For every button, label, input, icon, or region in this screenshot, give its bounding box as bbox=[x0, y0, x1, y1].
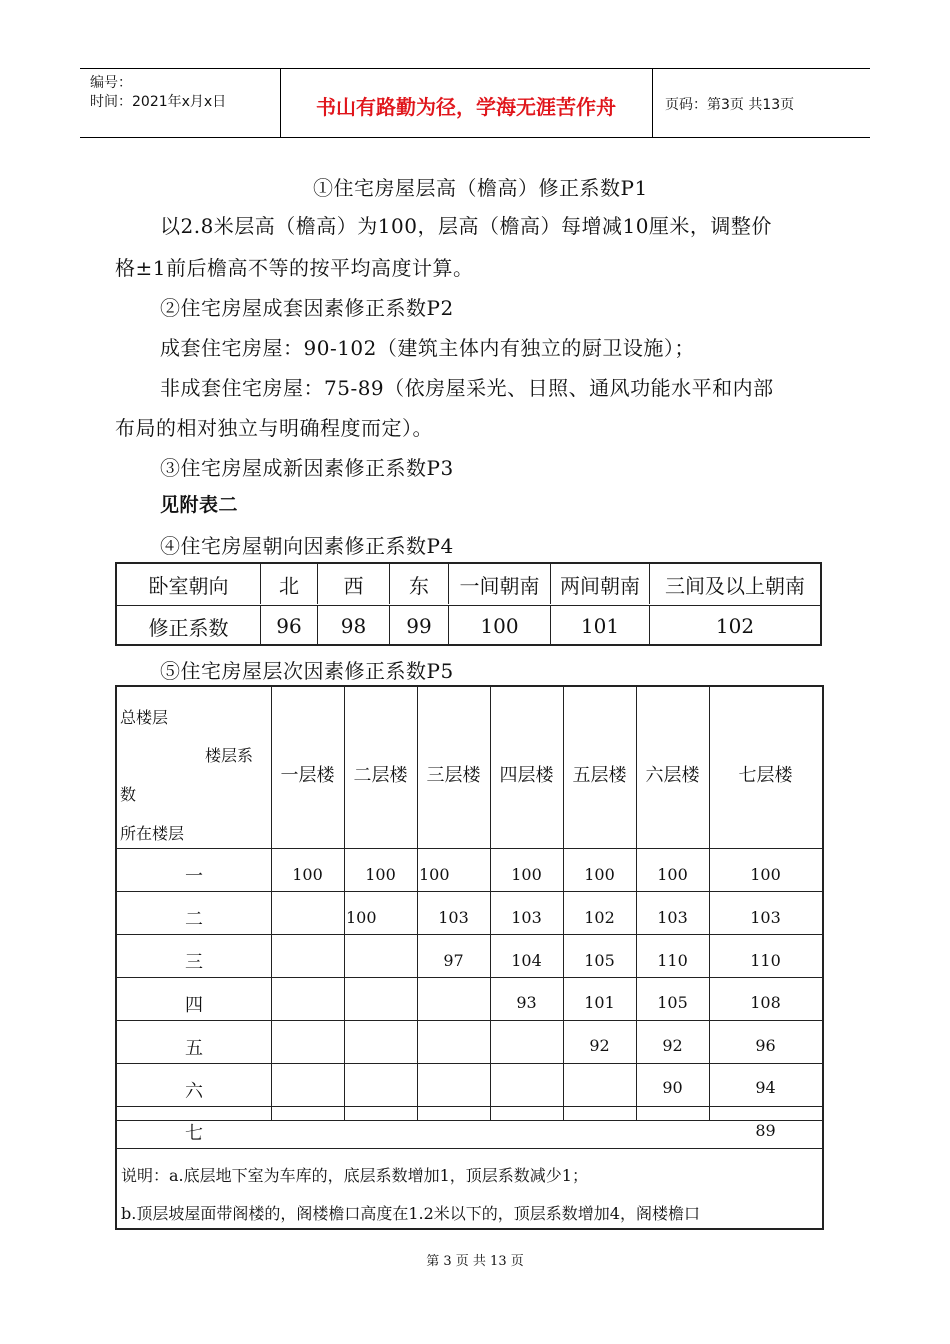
row-label: 五 bbox=[185, 1038, 203, 1059]
header-meta bbox=[80, 69, 281, 137]
orientation-header-cell: 东 bbox=[390, 564, 449, 604]
table-cell: 108 bbox=[750, 993, 781, 1012]
column-header: 五层楼 bbox=[572, 765, 627, 786]
table-cell: 105 bbox=[657, 993, 688, 1012]
table-cell: 97 bbox=[443, 951, 464, 970]
table-cell: 110 bbox=[750, 951, 781, 970]
orientation-header-cell: 两间朝南 bbox=[551, 564, 650, 604]
table-cell: 92 bbox=[662, 1036, 683, 1055]
orientation-value-cell: 102 bbox=[715, 614, 755, 638]
table-cell: 100 bbox=[750, 865, 781, 884]
table-gridline bbox=[490, 687, 491, 1120]
table-gridline bbox=[117, 934, 822, 935]
table-cell: 89 bbox=[755, 1121, 776, 1140]
p2-text-line2: 非成套住宅房屋：75-89（依房屋采光、日照、通风功能水平和内部 bbox=[160, 376, 774, 400]
header-motto: 书山有路勤为径，学海无涯苦作舟 bbox=[316, 95, 616, 119]
orientation-value-cell: 96 bbox=[261, 606, 318, 646]
table-cell: 100 bbox=[292, 865, 323, 884]
orientation-value-row bbox=[117, 605, 820, 646]
table-gridline bbox=[417, 687, 418, 1120]
orientation-header-cell: 卧室朝向 bbox=[117, 564, 261, 604]
table-cell: 105 bbox=[584, 951, 615, 970]
table-gridline bbox=[117, 848, 822, 849]
column-header: 四层楼 bbox=[499, 765, 554, 786]
floor-coefficient-table bbox=[115, 685, 824, 1230]
orientation-header-cell: 西 bbox=[318, 564, 390, 604]
row-label: 一 bbox=[185, 866, 203, 887]
table-cell: 101 bbox=[584, 993, 615, 1012]
corner-floor-coef-cont: 数 bbox=[120, 785, 137, 804]
p1-text-line1: 以2.8米层高（檐高）为100，层高（檐高）每增减10厘米，调整价 bbox=[160, 214, 772, 238]
column-header: 一层楼 bbox=[280, 765, 335, 786]
table-cell: 103 bbox=[750, 908, 781, 927]
table-gridline bbox=[636, 687, 637, 1120]
table-cell: 110 bbox=[657, 951, 688, 970]
table-cell: 100 bbox=[657, 865, 688, 884]
table-gridline bbox=[117, 977, 822, 978]
table-cell: 100 bbox=[365, 865, 396, 884]
orientation-value-cell: 101 bbox=[551, 606, 650, 646]
section-p4-title: ④住宅房屋朝向因素修正系数P4 bbox=[160, 534, 454, 558]
table-note-a: 说明：a.底层地下室为车库的，底层系数增加1，顶层系数减少1； bbox=[121, 1166, 588, 1185]
p3-see-appendix: 见附表二 bbox=[160, 494, 239, 516]
table-note-b: b.顶层坡屋面带阁楼的，阁楼檐口高度在1.2米以下的，顶层系数增加4，阁楼檐口 bbox=[121, 1204, 700, 1223]
table-cell: 102 bbox=[584, 908, 615, 927]
table-cell: 100 bbox=[419, 865, 450, 884]
table-cell: 103 bbox=[511, 908, 542, 927]
orientation-header-row bbox=[117, 564, 820, 604]
orientation-value-cell: 100 bbox=[449, 606, 551, 646]
orientation-value-cell: 99 bbox=[390, 606, 449, 646]
table-cell: 96 bbox=[755, 1036, 776, 1055]
section-p5-title: ⑤住宅房屋层次因素修正系数P5 bbox=[160, 659, 454, 683]
row-label: 七 bbox=[185, 1123, 203, 1144]
table-cell: 90 bbox=[662, 1078, 683, 1097]
section-p3-title: ③住宅房屋成新因素修正系数P3 bbox=[160, 456, 454, 480]
page-footer: 第 3 页 共 13 页 bbox=[426, 1254, 524, 1269]
header-motto-cell bbox=[280, 69, 653, 137]
orientation-header-cell: 三间及以上朝南 bbox=[665, 573, 805, 598]
orientation-header-cell: 北 bbox=[261, 564, 318, 604]
table-gridline bbox=[271, 687, 272, 1120]
table-gridline bbox=[344, 687, 345, 1120]
row-label: 六 bbox=[185, 1081, 203, 1102]
table-gridline bbox=[709, 687, 710, 1120]
table-gridline bbox=[117, 1063, 822, 1064]
table-cell: 103 bbox=[657, 908, 688, 927]
p2-text-line3: 布局的相对独立与明确程度而定）。 bbox=[115, 416, 433, 440]
column-header: 三层楼 bbox=[426, 765, 481, 786]
section-p1-title: ①住宅房屋层高（檐高）修正系数P1 bbox=[313, 176, 648, 200]
table-cell: 93 bbox=[516, 993, 537, 1012]
table-gridline bbox=[117, 891, 822, 892]
table-cell: 100 bbox=[584, 865, 615, 884]
row-label: 三 bbox=[185, 952, 203, 973]
table-cell: 94 bbox=[755, 1078, 776, 1097]
corner-current-floor: 所在楼层 bbox=[120, 824, 185, 843]
table-cell: 100 bbox=[346, 908, 377, 927]
section-p2-title: ②住宅房屋成套因素修正系数P2 bbox=[160, 296, 454, 320]
row-label: 四 bbox=[185, 995, 203, 1016]
table-cell: 104 bbox=[511, 951, 542, 970]
row-label: 二 bbox=[185, 909, 203, 930]
header-page-cell bbox=[653, 69, 870, 137]
table-cell: 92 bbox=[589, 1036, 610, 1055]
doc-number: 编号： bbox=[90, 75, 132, 91]
table-cell: 103 bbox=[438, 908, 469, 927]
table-gridline bbox=[563, 687, 564, 1120]
orientation-header-cell: 一间朝南 bbox=[449, 564, 551, 604]
page-header bbox=[80, 68, 870, 138]
table-cell: 100 bbox=[511, 865, 542, 884]
doc-time: 时间：2021年x月x日 bbox=[90, 94, 227, 110]
orientation-value-cell: 修正系数 bbox=[117, 606, 261, 646]
corner-total-floors: 总楼层 bbox=[120, 708, 169, 727]
p2-text-line1: 成套住宅房屋：90-102（建筑主体内有独立的厨卫设施）； bbox=[160, 336, 695, 360]
column-header: 七层楼 bbox=[738, 765, 793, 786]
table-gridline bbox=[117, 1106, 822, 1107]
p1-text-line2: 格±1前后檐高不等的按平均高度计算。 bbox=[115, 256, 474, 280]
column-header: 二层楼 bbox=[353, 765, 408, 786]
table-gridline bbox=[117, 1148, 822, 1149]
orientation-value-cell: 98 bbox=[318, 606, 390, 646]
orientation-table bbox=[115, 562, 822, 646]
column-header: 六层楼 bbox=[645, 765, 700, 786]
header-page-number: 页码：第3页 共13页 bbox=[665, 97, 795, 113]
table-gridline bbox=[117, 1020, 822, 1021]
corner-floor-coef: 楼层系 bbox=[205, 746, 254, 765]
